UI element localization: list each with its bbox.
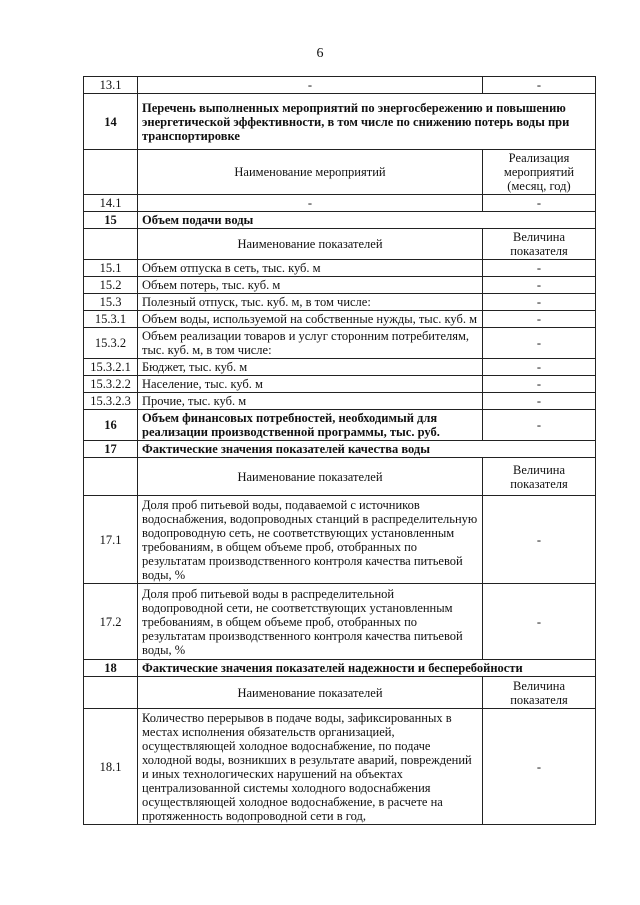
column-header-row <box>84 677 596 709</box>
table-row <box>84 260 596 277</box>
section-number: 18 <box>84 660 138 677</box>
row-number: 17.2 <box>84 584 138 660</box>
table-row <box>84 359 596 376</box>
row-number: 15.3.1 <box>84 311 138 328</box>
section-number: 16 <box>84 410 138 441</box>
section-title: Объем подачи воды <box>138 212 596 229</box>
row-name: Население, тыс. куб. м <box>138 376 483 393</box>
row-name: - <box>138 195 483 212</box>
row-name: Объем потерь, тыс. куб. м <box>138 277 483 294</box>
section-title: Фактические значения показателей качества воды <box>138 441 596 458</box>
row-name: Полезный отпуск, тыс. куб. м, в том числе: <box>138 294 483 311</box>
row-name: Объем воды, используемой на собственные нужды, тыс. куб. м <box>138 311 483 328</box>
row-name: Доля проб питьевой воды в распределительной водопроводной сети, не соответствующих установленным требованиям, в общем объеме проб, отобранных по результатам производственного контроля качества питьевой воды, % <box>138 584 483 660</box>
section-row <box>84 212 596 229</box>
section-title: Объем финансовых потребностей, необходимый для реализации производственной программы, тыс. руб. <box>138 410 483 441</box>
row-number: 15.3.2.1 <box>84 359 138 376</box>
table-row <box>84 709 596 825</box>
row-value: - <box>483 328 596 359</box>
row-value: - <box>483 260 596 277</box>
row-name: - <box>138 77 483 94</box>
row-number: 18.1 <box>84 709 138 825</box>
row-number: 15.3.2.2 <box>84 376 138 393</box>
row-number: 15.1 <box>84 260 138 277</box>
row-number: 15.3 <box>84 294 138 311</box>
row-value: - <box>483 376 596 393</box>
row-number: 15.3.2 <box>84 328 138 359</box>
row-number: 15.2 <box>84 277 138 294</box>
section-row <box>84 410 596 441</box>
empty-cell <box>84 677 138 709</box>
table-row <box>84 294 596 311</box>
column-header-row <box>84 229 596 260</box>
row-value: - <box>483 311 596 328</box>
row-name: Прочие, тыс. куб. м <box>138 393 483 410</box>
column-header-value: Реализация мероприятий (месяц, год) <box>483 150 596 195</box>
page-number: 6 <box>316 46 324 61</box>
table-row <box>84 311 596 328</box>
section-row <box>84 660 596 677</box>
row-value: - <box>483 393 596 410</box>
row-value: - <box>483 77 596 94</box>
column-header-name: Наименование мероприятий <box>138 150 483 195</box>
row-number: 13.1 <box>84 77 138 94</box>
column-header-row <box>84 458 596 496</box>
table-row <box>84 584 596 660</box>
empty-cell <box>84 229 138 260</box>
row-number: 14.1 <box>84 195 138 212</box>
row-value: - <box>483 277 596 294</box>
row-value: - <box>483 359 596 376</box>
row-name: Объем реализации товаров и услуг сторонним потребителям, тыс. куб. м, в том числе: <box>138 328 483 359</box>
row-value: - <box>483 410 596 441</box>
column-header-value: Величина показателя <box>483 458 596 496</box>
table-row <box>84 393 596 410</box>
section-number: 15 <box>84 212 138 229</box>
column-header-name: Наименование показателей <box>138 229 483 260</box>
row-name: Доля проб питьевой воды, подаваемой с источников водоснабжения, водопроводных станций в распределительную водопроводную сеть, не соответствующих установленным требованиям, в общем объеме проб, отобранных по результатам производственного контроля качества питьевой воды, % <box>138 496 483 584</box>
table-row <box>84 376 596 393</box>
row-name: Количество перерывов в подаче воды, зафиксированных в местах исполнения обязательств организацией, осуществляющей холодное водоснабжение, по подаче холодной воды, возникших в результате аварий, повреждений и иных технологических нарушений на объектах централизованной системы холодного водоснабжения осуществляющей холодное водоснабжение, в расчете на протяженность водопроводной сети в год, <box>138 709 483 825</box>
row-number: 17.1 <box>84 496 138 584</box>
section-row <box>84 441 596 458</box>
row-name: Объем отпуска в сеть, тыс. куб. м <box>138 260 483 277</box>
table-row <box>84 195 596 212</box>
row-value: - <box>483 294 596 311</box>
column-header-value: Величина показателя <box>483 677 596 709</box>
table-row <box>84 277 596 294</box>
section-title: Перечень выполненных мероприятий по энергосбережению и повышению энергетической эффективности, в том числе по снижению потерь воды при транспортировке <box>138 94 596 150</box>
column-header-row <box>84 150 596 195</box>
report-table <box>83 76 596 825</box>
row-number: 15.3.2.3 <box>84 393 138 410</box>
section-number: 17 <box>84 441 138 458</box>
column-header-name: Наименование показателей <box>138 458 483 496</box>
row-value: - <box>483 709 596 825</box>
table-row <box>84 328 596 359</box>
row-value: - <box>483 496 596 584</box>
row-name: Бюджет, тыс. куб. м <box>138 359 483 376</box>
table-row <box>84 77 596 94</box>
table-row <box>84 496 596 584</box>
section-title: Фактические значения показателей надежности и бесперебойности <box>138 660 596 677</box>
row-value: - <box>483 195 596 212</box>
column-header-value: Величина показателя <box>483 229 596 260</box>
empty-cell <box>84 150 138 195</box>
column-header-name: Наименование показателей <box>138 677 483 709</box>
empty-cell <box>84 458 138 496</box>
section-row <box>84 94 596 150</box>
section-number: 14 <box>84 94 138 150</box>
row-value: - <box>483 584 596 660</box>
